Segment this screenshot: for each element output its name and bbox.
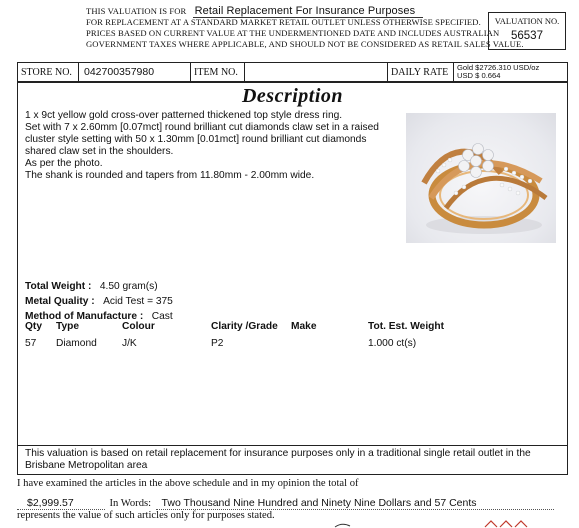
description-box <box>17 82 568 446</box>
col-header-colour: Colour <box>122 321 155 332</box>
total-amount: $2,999.57 <box>17 497 105 510</box>
description-title: Description <box>241 85 344 107</box>
in-words-label: In Words: <box>109 498 152 509</box>
stone-clarity: P2 <box>211 338 224 349</box>
daily-rate-label: DAILY RATE <box>388 63 454 81</box>
item-value <box>245 63 388 81</box>
metal-quality-label: Metal Quality : <box>25 296 95 307</box>
description-line: As per the photo. <box>25 157 103 169</box>
valuation-note: This valuation is based on retail replacement for insurance purposes only in a traditional single retail outlet in the Brisbane Metropolitan area <box>25 448 531 471</box>
manufacture-value: Cast <box>151 311 173 322</box>
stone-qty: 57 <box>25 338 37 349</box>
stone-weight: 1.000 ct(s) <box>368 338 417 349</box>
cutoff-stamp-edge <box>0 520 579 528</box>
examined-statement: I have examined the articles in the above schedule and in my opinion the total of <box>17 478 359 489</box>
header-line-4: GOVERNMENT TAXES WHERE APPLICABLE, AND SHOULD NOT BE CONSIDERED AS RETAIL SALES VALUE. <box>86 39 524 49</box>
item-label: ITEM NO. <box>191 63 245 81</box>
col-header-qty: Qty <box>25 321 42 332</box>
amount-row <box>17 493 565 511</box>
manufacture-label: Method of Manufacture : <box>25 311 144 322</box>
description-line: Set with 7 x 2.60mm [0.07mct] round brilliant cut diamonds claw set in a raised <box>25 121 379 133</box>
valuation-number-label: VALUATION NO. <box>494 16 560 26</box>
header-line-1 <box>86 5 423 17</box>
col-header-clarity: Clarity /Grade <box>211 321 278 332</box>
usd-rate: USD $ 0.664 <box>457 71 501 80</box>
description-line: The shank is rounded and tapers from 11.80mm - 2.00mm wide. <box>25 169 315 181</box>
valuation-number: 56537 <box>511 30 543 42</box>
stone-colour: J/K <box>122 338 137 349</box>
valuation-purpose: Retail Replacement For Insurance Purposes <box>193 5 424 18</box>
metal-quality-value: Acid Test = 375 <box>103 296 173 307</box>
total-weight-value: 4.50 gram(s) <box>99 281 158 292</box>
col-header-type: Type <box>56 321 80 332</box>
info-row <box>17 62 568 82</box>
col-header-make: Make <box>291 321 317 332</box>
daily-rate-values <box>454 63 567 81</box>
header-prefix: THIS VALUATION IS FOR <box>86 6 187 16</box>
gold-rate: Gold $2726.310 USD/oz <box>457 62 540 72</box>
header-line-3: PRICES BASED ON CURRENT VALUE AT THE UNDERMENTIONED DATE AND INCLUDES AUSTRALIAN <box>86 28 500 38</box>
valuation-number-box <box>488 12 566 50</box>
stone-type: Diamond <box>56 338 97 349</box>
valuation-note-box <box>17 445 568 475</box>
header-line-2: FOR REPLACEMENT AT A STANDARD MARKET RETAIL OUTLET UNLESS OTHERWISE SPECIFIED. <box>86 17 481 27</box>
description-line: shared claw set in the shoulders. <box>25 145 174 157</box>
store-value: 042700357980 <box>79 63 191 81</box>
represents-statement: represents the value of such articles only for purposes stated. <box>17 510 275 521</box>
ring-photo <box>406 113 556 243</box>
description-line: cluster style setting with 50 x 1.30mm [0.01mct] round brilliant cut diamonds <box>25 133 367 145</box>
description-text <box>25 110 379 181</box>
total-weight-label: Total Weight : <box>25 281 92 292</box>
amount-in-words: Two Thousand Nine Hundred and Ninety Nine Dollars and 57 Cents <box>156 497 554 510</box>
store-label: STORE NO. <box>18 63 79 81</box>
col-header-weight: Tot. Est. Weight <box>368 321 445 332</box>
ring-illustration <box>406 113 556 243</box>
description-line: 1 x 9ct yellow gold cross-over patterned thickened top style dress ring. <box>25 110 343 121</box>
